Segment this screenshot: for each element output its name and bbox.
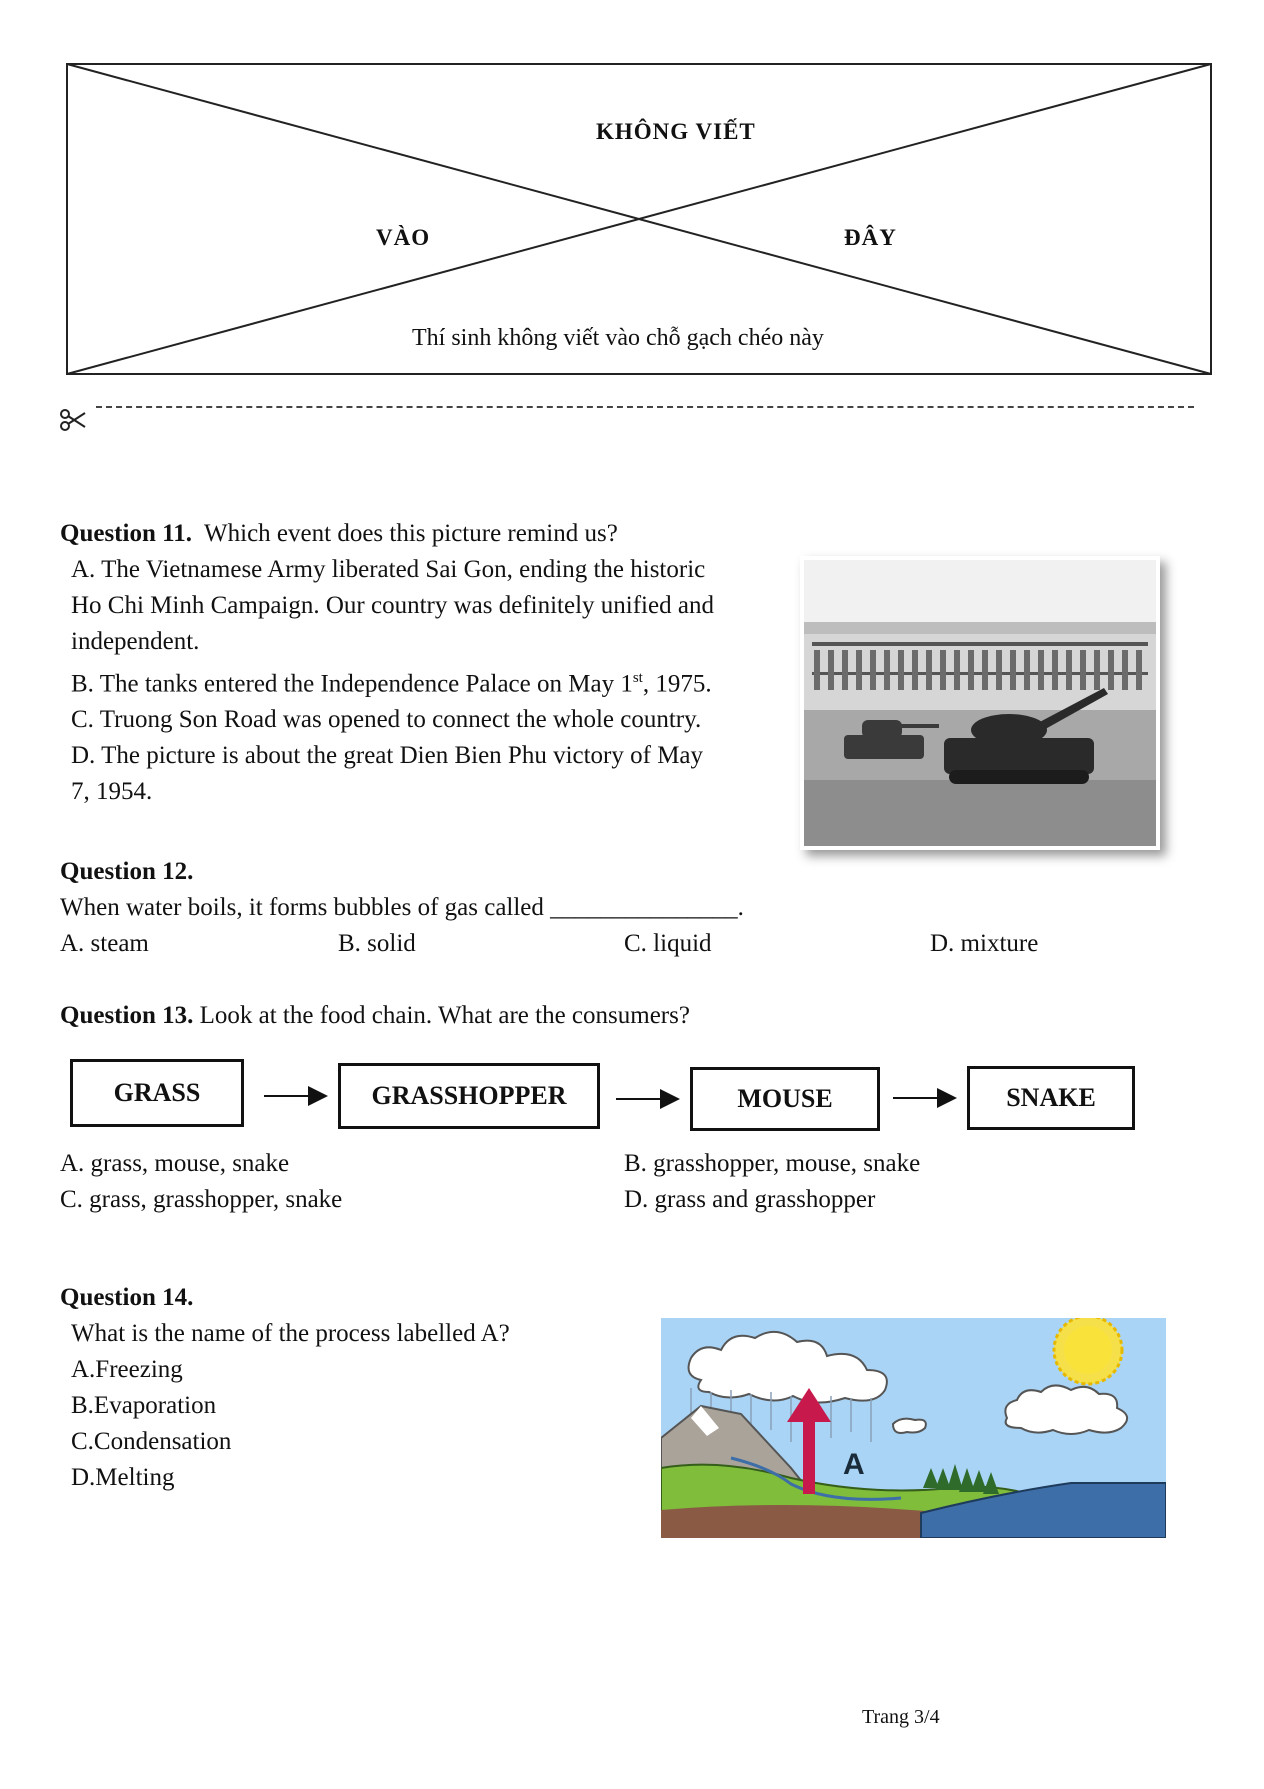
header-top-text: KHÔNG VIẾT bbox=[596, 119, 756, 144]
q12-option-c[interactable]: C. liquid bbox=[624, 930, 712, 957]
q13-option-c[interactable]: C. grass, grasshopper, snake bbox=[60, 1186, 343, 1213]
q11-option-b-tail: , 1975. bbox=[642, 670, 712, 698]
q12-prompt: When water boils, it forms bubbles of gas called _______________. bbox=[60, 894, 744, 921]
q14-label: Question 14. bbox=[60, 1284, 194, 1311]
q13-label: Question 13. bbox=[60, 1002, 194, 1029]
q11-option-a-line3: independent. bbox=[71, 628, 200, 655]
sun-icon bbox=[1054, 1318, 1122, 1384]
q11-option-a-line1[interactable]: A. The Vietnamese Army liberated Sai Gon, ending the historic bbox=[71, 556, 706, 583]
chain-box-grasshopper: GRASSHOPPER bbox=[338, 1063, 600, 1129]
header-note: Thí sinh không viết vào chỗ gạch chéo này bbox=[412, 325, 824, 351]
q14-prompt: What is the name of the process labelled A? bbox=[71, 1320, 510, 1347]
chain-box-snake: SNAKE bbox=[967, 1066, 1135, 1130]
q11-option-d-line1[interactable]: D. The picture is about the great Dien Bien Phu victory of May bbox=[71, 742, 704, 770]
q12-option-b[interactable]: B. solid bbox=[338, 930, 416, 957]
q11-option-b-text: B. The tanks entered the Independence Palace on May 1 bbox=[71, 670, 633, 698]
header-left-text: VÀO bbox=[376, 225, 431, 250]
q13-option-d[interactable]: D. grass and grasshopper bbox=[624, 1186, 876, 1213]
q11-option-d-line2: 7, 1954. bbox=[71, 778, 153, 806]
process-label-a: A bbox=[843, 1448, 865, 1481]
q13-option-b[interactable]: B. grasshopper, mouse, snake bbox=[624, 1150, 921, 1177]
q12-option-d[interactable]: D. mixture bbox=[930, 930, 1039, 957]
q11-prompt: Which event does this picture remind us? bbox=[204, 520, 618, 547]
q12-label: Question 12. bbox=[60, 858, 194, 885]
header-right-text: ĐÂY bbox=[844, 225, 897, 250]
q14-option-b[interactable]: B.Evaporation bbox=[71, 1392, 217, 1419]
q14-option-c[interactable]: C.Condensation bbox=[71, 1428, 232, 1455]
q11-option-b-sup: st bbox=[632, 670, 643, 686]
page-number: Trang 3/4 bbox=[862, 1706, 940, 1728]
q14-option-d[interactable]: D.Melting bbox=[71, 1464, 175, 1491]
q14-option-a[interactable]: A.Freezing bbox=[71, 1356, 183, 1383]
chain-box-mouse: MOUSE bbox=[690, 1067, 880, 1131]
q13-option-a[interactable]: A. grass, mouse, snake bbox=[60, 1150, 290, 1177]
q11-label: Question 11. bbox=[60, 520, 192, 547]
q11-option-a-line2: Ho Chi Minh Campaign. Our country was definitely unified and bbox=[71, 592, 714, 619]
water-cycle-diagram bbox=[661, 1318, 1166, 1538]
q12-option-a[interactable]: A. steam bbox=[60, 930, 149, 957]
chain-box-grass: GRASS bbox=[70, 1059, 244, 1127]
q13-prompt: Look at the food chain. What are the consumers? bbox=[199, 1002, 690, 1029]
q11-option-c[interactable]: C. Truong Son Road was opened to connect the whole country. bbox=[71, 706, 702, 734]
